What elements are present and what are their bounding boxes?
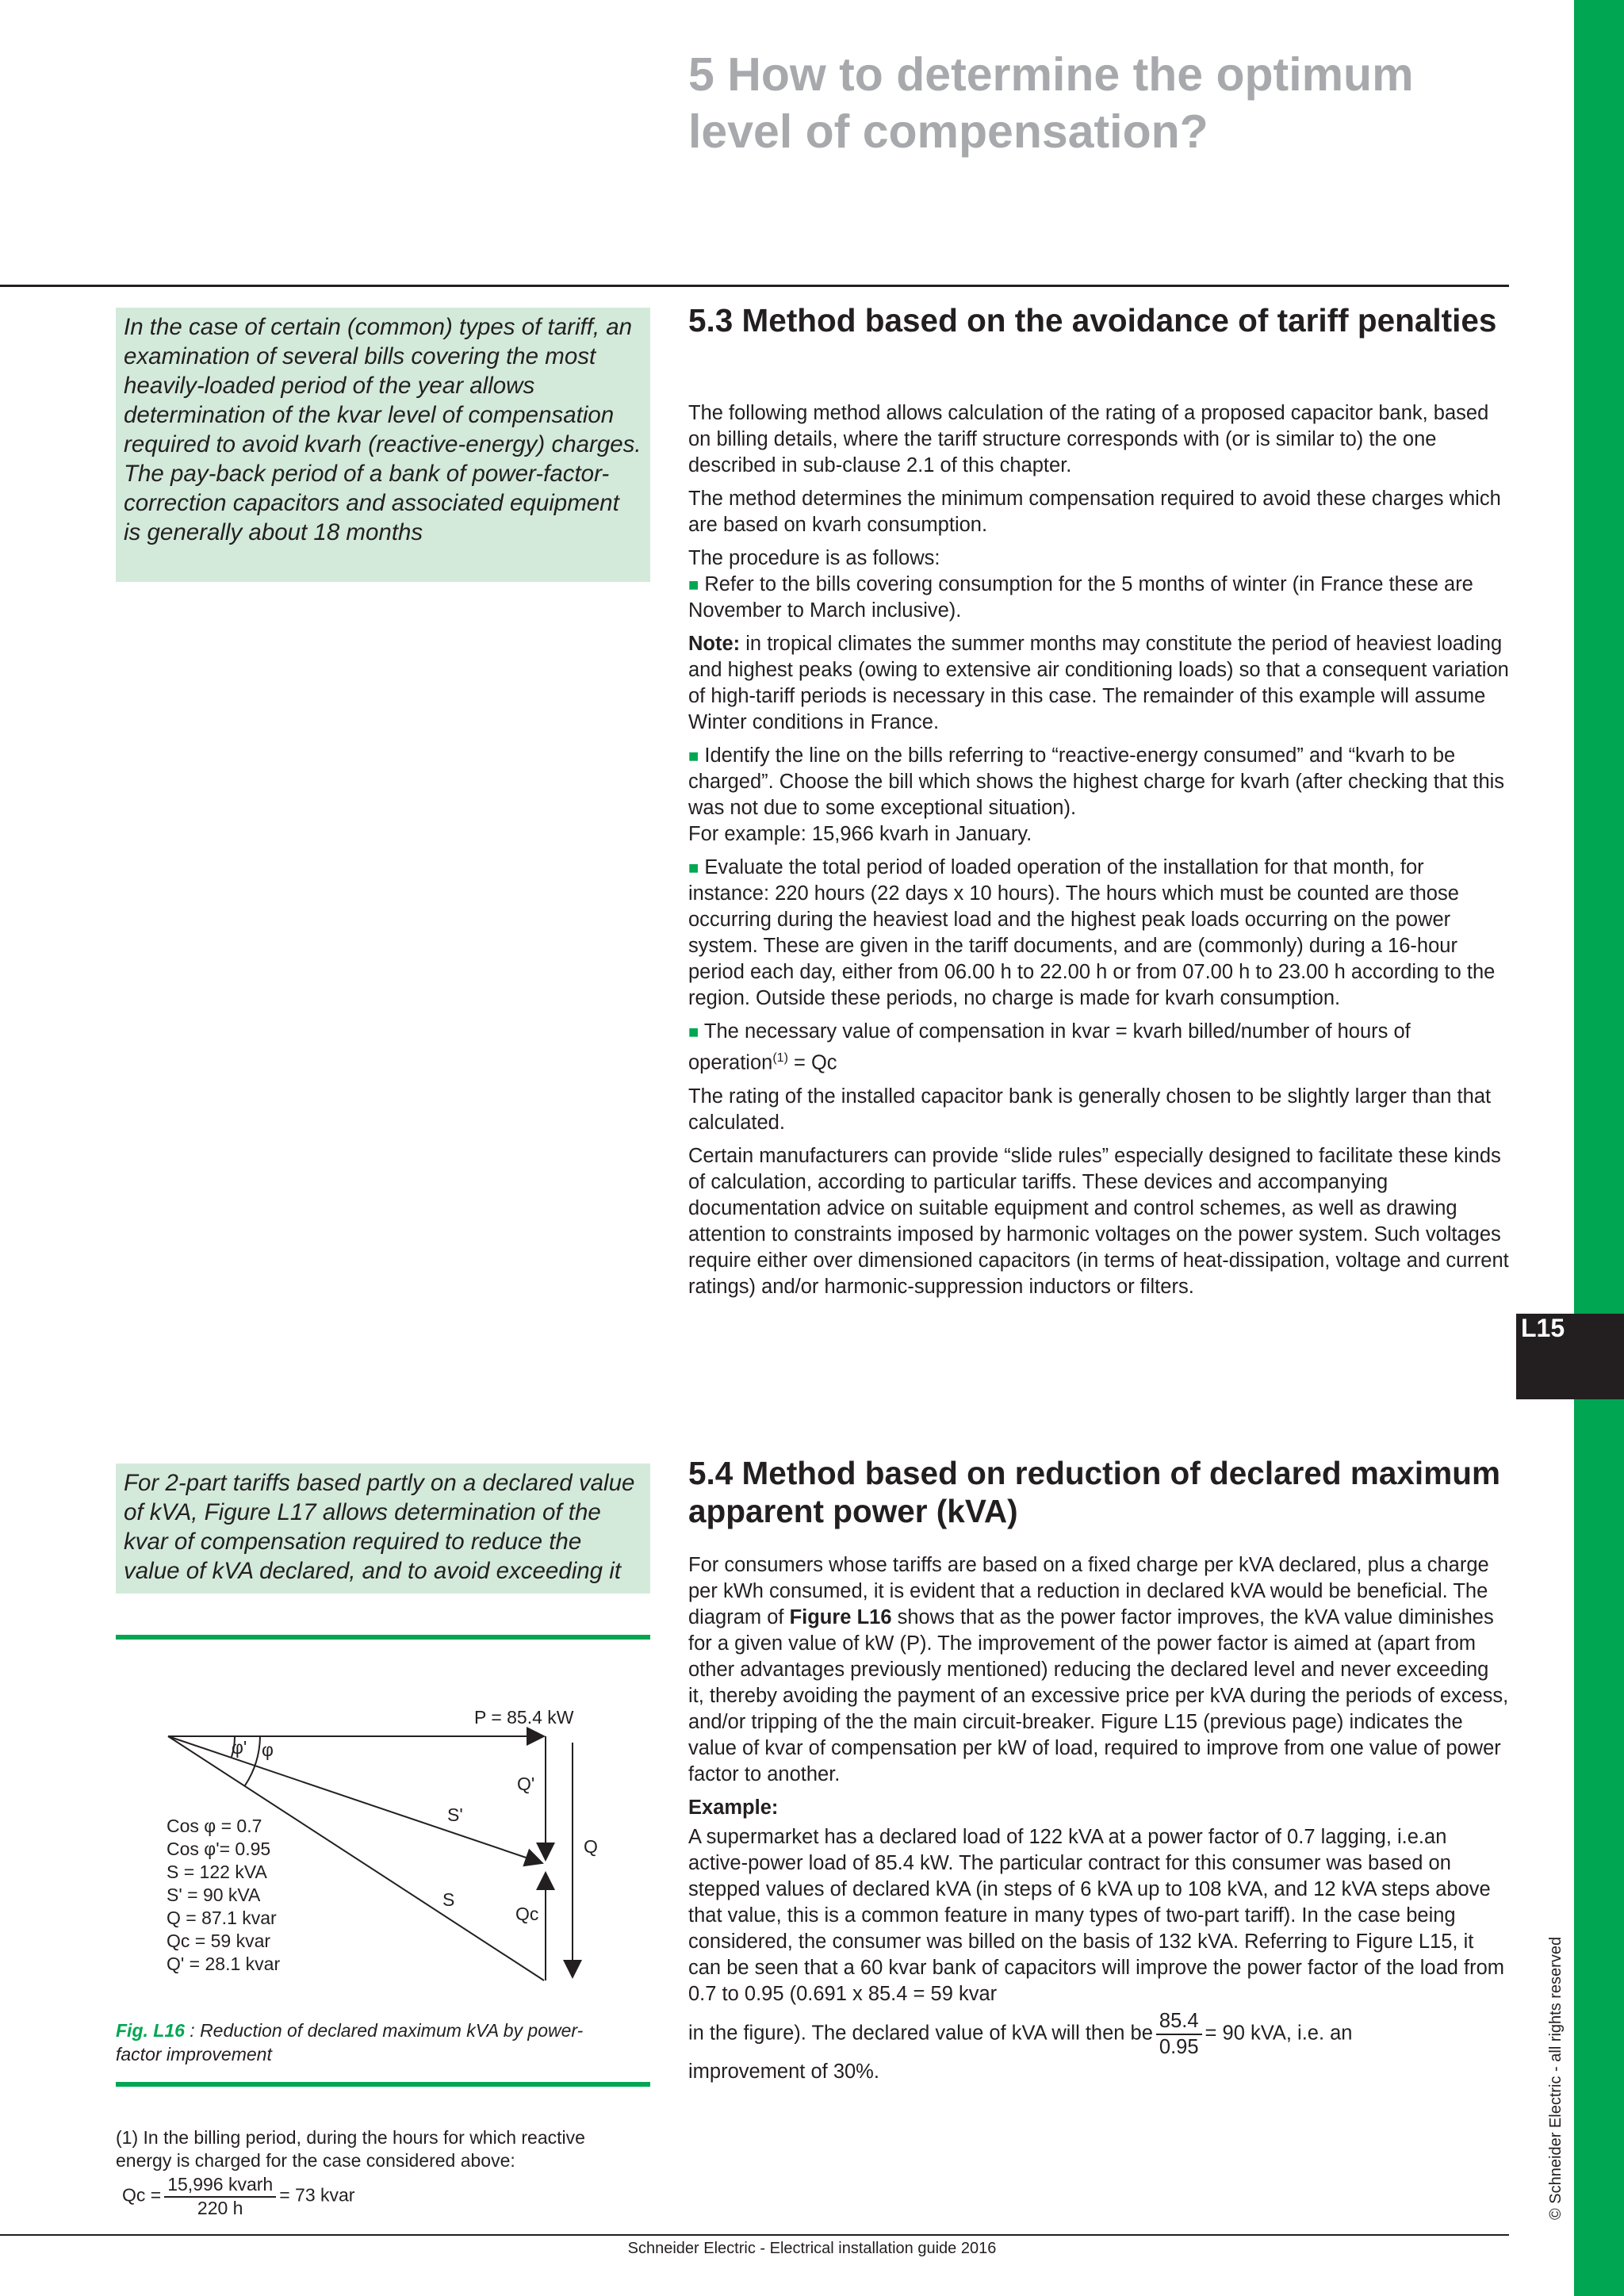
kva-fraction [1156,2009,1202,2059]
paragraph: The method determines the minimum compensation required to avoid these charges which are based on kvarh consumption. [688,488,1501,536]
diagram-value: Q = 87.1 kvar [167,1908,277,1928]
phi-arc [245,1736,260,1785]
diagram-value: Cos φ = 0.7 [167,1816,262,1836]
section-54-body [688,1552,1509,2092]
page-tab [1516,1314,1624,1399]
bullet-square-icon: ■ [688,1022,699,1042]
note-text: in tropical climates the summer months may constitute the period of heaviest loading and highest peaks (owing to extensive air conditioning loads) so that a consequent variation of high-tariff periods is necessary in this case. The remainder of this example will assume Winter conditions in France. [688,633,1509,733]
phi-prime-label: φ' [232,1737,247,1758]
diagram-values-list [167,1815,373,1976]
p-label: P = 85.4 kW [474,1707,574,1728]
fraction-numerator: 15,996 kvarh [164,2174,276,2198]
paragraph-text: The procedure is as follows: [688,547,940,569]
section-54-summary: For 2-part tariffs based partly on a declared value of kVA, Figure L17 allows determination of the kvar of compensation required to reduce the value of kVA declared, and to avoid exceeding it [116,1464,650,1594]
bullet-square-icon: ■ [688,858,699,878]
example-tail [688,2009,1509,2085]
example-text: For example: 15,966 kvarh in January. [688,823,1032,845]
figure-caption-text: : Reduction of declared maximum kVA by power-factor improvement [116,2020,584,2064]
footer-divider [0,2234,1509,2236]
bullet-text: Identify the line on the bills referring to “reactive-energy consumed” and “kvarh to be charged”. Choose the bill which shows the highest charge for kvarh (after checking that this was not due to some exceptional situation). [688,744,1505,819]
footnote-ref: (1) [772,1051,788,1065]
paragraph: The following method allows calculation of the rating of a proposed capacitor bank, based on billing details, where the tariff structure corresponds with (or is similar to) the one described in sub-clause 2.1 of this chapter. [688,402,1489,476]
bullet-text: Refer to the bills covering consumption for the 5 months of winter (in France these are November to March inclusive). [688,573,1473,622]
bullet-paragraph [688,743,1509,848]
example-tail-text: improvement of 30%. [688,2061,879,2084]
paragraph [688,545,1509,624]
bullet-square-icon: ■ [688,746,699,766]
figure-ref: Figure L16 [789,1606,892,1628]
page-title: 5 How to determine the optimum level of compensation? [688,48,1414,158]
footnote [116,2126,639,2219]
header-divider [0,285,1509,287]
figure-bottom-rule [116,2082,650,2087]
note-paragraph [688,631,1509,736]
fraction-denominator: 220 h [197,2197,243,2218]
phi-label: φ [262,1739,274,1760]
paragraph-text: shows that as the power factor improves, the kVA value diminishes for a given value of kW (P). The improvement of the power factor is aimed at (apart from other advantages previously mentioned) reducing the declared level and never exceeding it, thereby avoiding the payment of an excessive price per kVA during the periods of excess, and/or tripping of the the main circuit-breaker. Figure L15 (previous page) indicates the value of kvar of compensation per kW of load, required to improve from one value of power factor to another. [688,1606,1509,1785]
example-tail-text: in the figure). The declared value of kVA will then be [688,2022,1153,2045]
footnote-text: (1) In the billing period, during the hours for which reactive energy is charged for the case considered above: [116,2127,585,2171]
section-53-body [688,400,1509,1307]
example-paragraph: A supermarket has a declared load of 122 kVA at a power factor of 0.7 lagging, i.e.an active-power load of 85.4 kW. The particular contract for this consumer was based on stepped values of declared kVA (in steps of 6 kVA up to 108 kVA, and 12 kVA steps above that value, this is a common feature in many types of two-part tariff). In the case being considered, the consumer was billed on the basis of 132 kVA. Referring to Figure L15, it can be seen that a 60 kvar bank of capacitors will improve the power factor of the load from 0.7 to 0.95 (0.691 x 85.4 = 59 kvar [688,1826,1505,2005]
copyright-notice: © Schneider Electric - all rights reserved [1547,1936,1565,2220]
bullet-text-end: = Qc [787,1051,837,1074]
paragraph: The rating of the installed capacitor bank is generally chosen to be slightly larger than that calculated. [688,1085,1492,1134]
section-54-title: 5.4 Method based on reduction of declared maximum apparent power (kVA) [688,1455,1500,1529]
bullet-square-icon: ■ [688,575,699,595]
q-prime-label: Q' [517,1774,535,1794]
figure-caption-label: Fig. L16 [116,2020,185,2041]
fraction-denominator: 0.95 [1159,2035,1199,2058]
example-tail-text: , i.e. an [1285,2022,1353,2045]
diagram-value: Qc = 59 kvar [167,1931,271,1951]
paragraph: Certain manufacturers can provide “slide rules” especially designed to facilitate these kinds of calculation, according to particular tariffs. These devices and accompanying documentation advice on suitable equipment and control schemes, as well as drawing attention to constraints imposed by harmonic voltages on the power system. Such voltages require either over dimensioned capacitors (in terms of heat-dissipation, voltage and current ratings) and/or harmonic-suppression inductors or filters. [688,1144,1509,1298]
section-53-title: 5.3 Method based on the avoidance of tariff penalties [688,302,1497,339]
page-tab-label: L15 [1521,1314,1565,1342]
footer: Schneider Electric - Electrical installation guide 2016 [627,2240,997,2257]
s-prime-label: S' [447,1804,463,1825]
diagram-value: Cos φ'= 0.95 [167,1839,271,1859]
side-accent-bar [1574,0,1624,2296]
q-label: Q [584,1836,598,1857]
footnote-formula [122,2174,639,2219]
bullet-text: Evaluate the total period of loaded operation of the installation for that month, for instance: 220 hours (22 days x 10 hours). The hours which must be counted are those occurring during the heaviest load and the highest peak loads occurring on the power system. These are given in the tariff documents, and are (commonly) during a 16-hour period each day, either from 06.00 h to 22.00 h or from 07.00 h to 23.00 h according to the region. Outside these periods, no charge is made for kvarh consumption. [688,856,1496,1009]
figure-top-rule [116,1635,650,1640]
fraction-result: = 90 kVA [1205,2022,1286,2045]
example-label: Example: [688,1797,779,1819]
example-heading [688,1795,1509,1821]
s-label: S [442,1889,455,1910]
formula-result: = 73 kvar [279,2184,355,2206]
diagram-value: Q' = 28.1 kvar [167,1954,281,1974]
section-53-summary: In the case of certain (common) types of tariff, an examination of several bills covering the most heavily-loaded period of the year allows determination of the kvar level of compensation required to avoid kvarh (reactive-energy) charges. The pay-back period of a bank of power-factor-correction capacitors and associated equipment is generally about 18 months [116,308,650,582]
bullet-paragraph [688,855,1509,1012]
qc-label: Qc [515,1904,539,1924]
formula-fraction [164,2174,276,2219]
figure-caption [116,2019,623,2066]
bullet-paragraph [688,1019,1509,1077]
diagram-value: S = 122 kVA [167,1862,267,1882]
bullet-text: The necessary value of compensation in kvar = kvarh billed/number of hours of operation [688,1020,1411,1074]
diagram-value: S' = 90 kVA [167,1885,261,1905]
fraction-numerator: 85.4 [1156,2009,1202,2035]
note-label: Note: [688,633,741,655]
formula-lhs: Qc = [122,2184,162,2206]
paragraph [688,1552,1509,1788]
paragraph-text: For consumers whose tariffs are based on a fixed charge per kVA declared, plus a charge per kWh consumed, it is evident that a reduction in declared kVA would be beneficial. The diagram of [688,1554,1489,1628]
